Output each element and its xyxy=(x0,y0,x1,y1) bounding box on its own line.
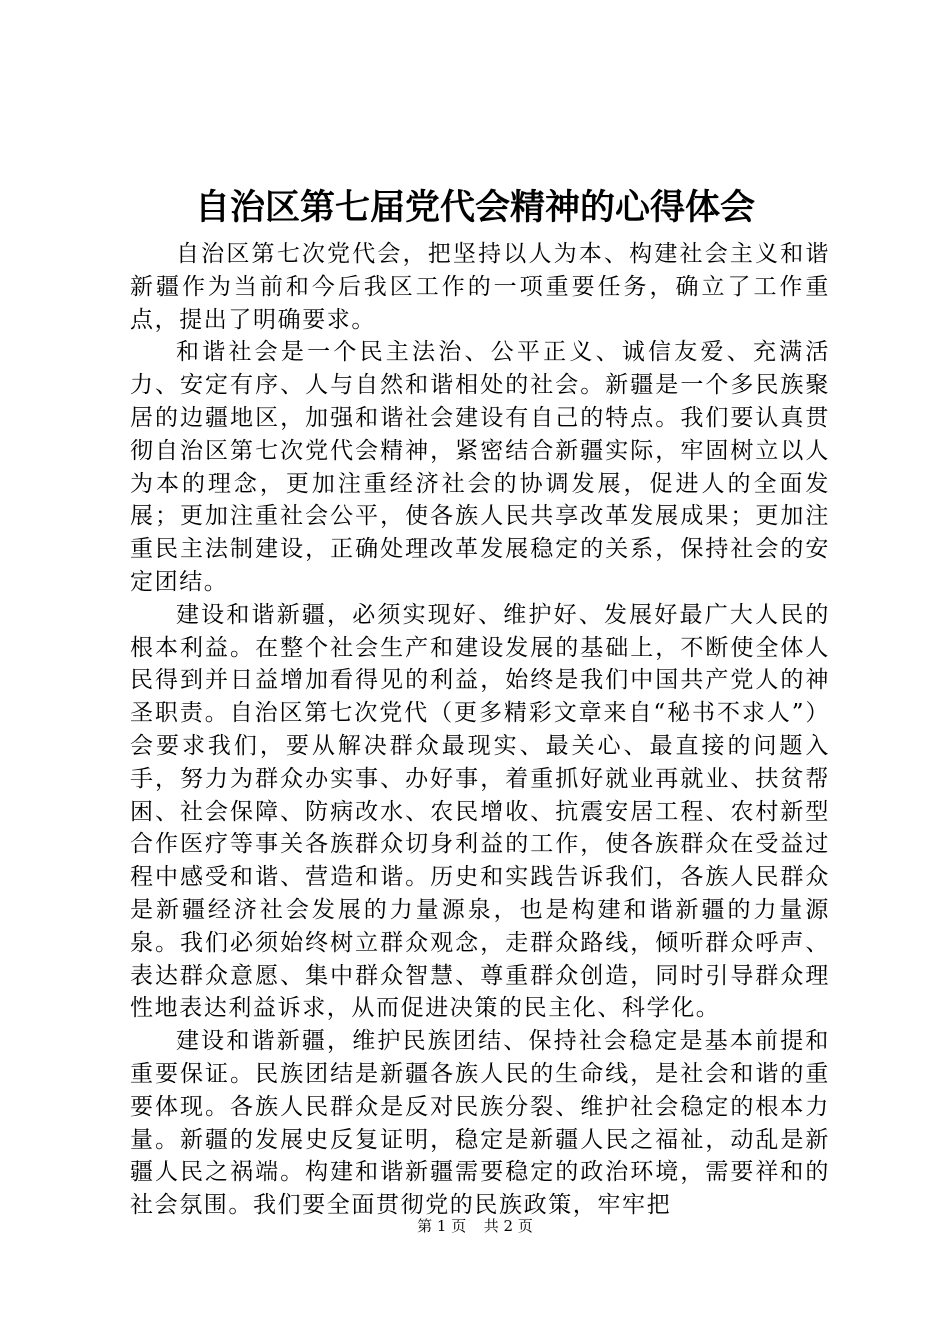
paragraph-1: 自治区第七次党代会，把坚持以人为本、构建社会主义和谐新疆作为当前和今后我区工作的一项重要任务，确立了工作重点，提出了明确要求。 xyxy=(130,241,830,333)
document-title: 自治区第七届党代会精神的心得体会 xyxy=(194,187,755,228)
page-footer xyxy=(0,1216,950,1236)
paragraph-2: 和谐社会是一个民主法治、公平正义、诚信友爱、充满活力、安定有序、人与自然和谐相处的社会。新疆是一个多民族聚居的边疆地区，加强和谐社会建设有自己的特点。我们要认真贯彻自治区第七次党代会精神，紧密结合新疆实际，牢固树立以人为本的理念，更加注重经济社会的协调发展，促进人的全面发展；更加注重社会公平，使各族人民共享改革发展成果；更加注重民主法制建设，正确处理改革发展稳定的关系，保持社会的安定团结。 xyxy=(130,339,830,595)
page-number-current: 第 1 页 xyxy=(417,1217,467,1235)
document-body xyxy=(130,238,830,1222)
page-number-total: 共 2 页 xyxy=(483,1217,533,1235)
paragraph-3: 建设和谐新疆，必须实现好、维护好、发展好最广大人民的根本利益。在整个社会生产和建设发展的基础上，不断使全体人民得到并日益增加看得见的利益，始终是我们中国共产党人的神圣职责。自治区第七次党代（更多精彩文章来自“秘书不求人”）会要求我们，要从解决群众最现实、最关心、最直接的问题入手，努力为群众办实事、办好事，着重抓好就业再就业、扶贫帮困、社会保障、防病改水、农民增收、抗震安居工程、农村新型合作医疗等事关各族群众切身利益的工作，使各族群众在受益过程中感受和谐、营造和谐。历史和实践告诉我们，各族人民群众是新疆经济社会发展的力量源泉，也是构建和谐新疆的力量源泉。我们必须始终树立群众观念，走群众路线，倾听群众呼声、表达群众意愿、集中群众智慧、尊重群众创造，同时引导群众理性地表达利益诉求，从而促进决策的民主化、科学化。 xyxy=(130,601,830,1022)
paragraph-4: 建设和谐新疆，维护民族团结、保持社会稳定是基本前提和重要保证。民族团结是新疆各族人民的生命线，是社会和谐的重要体现。各族人民群众是反对民族分裂、维护社会稳定的根本力量。新疆的发展史反复证明，稳定是新疆人民之福祉，动乱是新疆人民之祸端。构建和谐新疆需要稳定的政治环境，需要祥和的社会氛围。我们要全面贯彻党的民族政策，牢牢把 xyxy=(130,1028,830,1219)
